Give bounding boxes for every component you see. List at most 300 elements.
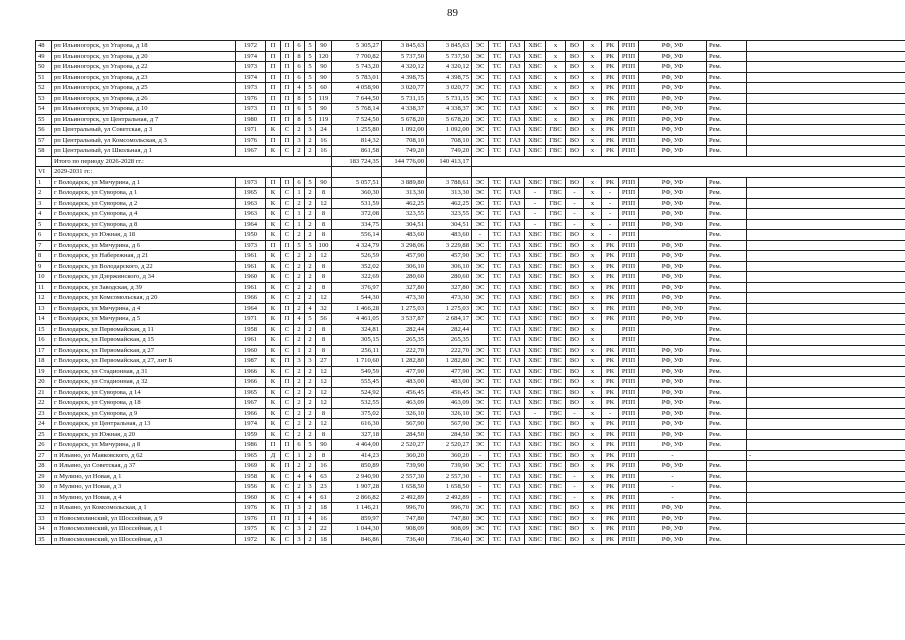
table-cell: ЭС — [472, 408, 489, 419]
table-cell: 1973 — [236, 240, 266, 251]
table-cell: ГАЗ — [506, 125, 525, 136]
table-cell: 1966 — [236, 408, 266, 419]
table-cell: х — [584, 492, 602, 503]
table-cell: - — [472, 492, 489, 503]
table-cell: К — [266, 125, 281, 136]
table-cell: ГАЗ — [506, 524, 525, 535]
table-cell: 4 — [305, 513, 316, 524]
table-cell: ЭС — [472, 429, 489, 440]
table-cell: Рем. — [707, 261, 747, 272]
table-cell — [639, 324, 707, 335]
table-cell: 3 — [36, 198, 52, 209]
table-cell: ТС — [489, 146, 506, 157]
table-cell: К — [266, 314, 281, 325]
table-cell: Рем. — [707, 471, 747, 482]
table-cell: П — [281, 114, 294, 125]
table-cell: х — [584, 72, 602, 83]
table-cell: РК — [602, 398, 619, 409]
table-cell: ТС — [489, 482, 506, 493]
table-cell: ВО — [566, 503, 584, 514]
table-row — [36, 324, 905, 335]
table-cell: 119 — [316, 93, 332, 104]
table-cell: 2 — [305, 524, 316, 535]
table-cell: 3 — [294, 534, 305, 545]
table-cell: 859,97 — [332, 513, 382, 524]
table-cell: 1967 — [236, 398, 266, 409]
table-cell: 33 — [36, 513, 52, 524]
table-cell: РФ, УФ — [639, 72, 707, 83]
table-cell: ГАЗ — [506, 461, 525, 472]
table-cell: РК — [602, 345, 619, 356]
table-cell: 1964 — [236, 219, 266, 230]
table-cell: П — [281, 104, 294, 115]
table-cell: 5 — [305, 440, 316, 451]
table-cell: ТС — [489, 209, 506, 220]
table-cell: ГВС — [546, 251, 566, 262]
table-cell: 31 — [36, 492, 52, 503]
table-cell: п Новосмолинский, ул Шоссейная, д 1 — [52, 524, 236, 535]
table-cell: ТС — [489, 177, 506, 188]
table-cell: 3 — [305, 356, 316, 367]
table-cell: 908,09 — [427, 524, 472, 535]
table-cell: 483,60 — [382, 230, 427, 241]
table-cell: П — [281, 41, 294, 52]
table-cell: 2 — [294, 272, 305, 283]
table-cell: ТС — [489, 366, 506, 377]
table-cell: РПП — [619, 282, 639, 293]
table-cell: ГВС — [546, 198, 566, 209]
table-cell: ХВС — [525, 104, 546, 115]
table-cell: ВО — [566, 366, 584, 377]
table-cell: Рем. — [707, 125, 747, 136]
table-cell: ГВС — [546, 492, 566, 503]
table-cell: 1959 — [236, 429, 266, 440]
table-cell: ВО — [566, 450, 584, 461]
table-cell: РФ, УФ — [639, 534, 707, 545]
table-cell: ХВС — [525, 419, 546, 430]
table-cell: 3 020,77 — [427, 83, 472, 94]
table-cell: 58 — [36, 146, 52, 157]
table-cell: ХВС — [525, 272, 546, 283]
table-cell: х — [584, 461, 602, 472]
table-cell: П — [281, 356, 294, 367]
table-cell: РФ, УФ — [639, 398, 707, 409]
table-cell: 462,25 — [427, 198, 472, 209]
table-cell: 16 — [316, 146, 332, 157]
table-cell: 2 — [294, 261, 305, 272]
table-cell: 5 — [294, 240, 305, 251]
table-cell: - — [472, 471, 489, 482]
table-cell: ВО — [566, 282, 584, 293]
table-cell: Рем. — [707, 293, 747, 304]
table-cell: 3 — [294, 503, 305, 514]
table-cell: х — [584, 282, 602, 293]
table-cell: 544,30 — [332, 293, 382, 304]
table-row — [36, 282, 905, 293]
table-cell: 2 520,27 — [427, 440, 472, 451]
table-cell: рп Центральный, ул Школьная, д 1 — [52, 146, 236, 157]
table-cell: Рем. — [707, 104, 747, 115]
table-cell: 4 — [305, 492, 316, 503]
table-cell: 2 — [36, 188, 52, 199]
table-cell: 63 — [316, 471, 332, 482]
table-cell: рп Ильиногорск, ул Угарова, д 10 — [52, 104, 236, 115]
table-cell: ГВС — [546, 398, 566, 409]
table-cell: РК — [602, 356, 619, 367]
table-cell: 1 658,50 — [382, 482, 427, 493]
table-cell: 2 — [294, 461, 305, 472]
table-cell: ВО — [566, 51, 584, 62]
table-cell: 2 — [294, 324, 305, 335]
table-cell: ЭС — [472, 272, 489, 283]
table-cell: 2 — [294, 377, 305, 388]
table-cell: ХВС — [525, 114, 546, 125]
period-total-value-1: 183 724,35 — [332, 156, 382, 167]
table-cell: РФ, УФ — [639, 282, 707, 293]
table-cell: 1960 — [236, 345, 266, 356]
table-cell: РФ, УФ — [639, 429, 707, 440]
table-cell: 5 — [305, 240, 316, 251]
table-cell: РК — [602, 524, 619, 535]
table-cell: ГАЗ — [506, 366, 525, 377]
table-cell: РК — [602, 51, 619, 62]
table-cell: РФ, УФ — [639, 135, 707, 146]
table-cell: ЭС — [472, 419, 489, 430]
table-cell: ГВС — [546, 293, 566, 304]
table-cell: ХВС — [525, 72, 546, 83]
table-cell: ТС — [489, 524, 506, 535]
table-cell — [747, 230, 905, 241]
table-cell: 3 — [294, 524, 305, 535]
table-row — [36, 177, 905, 188]
table-cell: 7 — [36, 240, 52, 251]
table-cell: ЭС — [472, 440, 489, 451]
table-cell: ТС — [489, 303, 506, 314]
table-cell: 28 — [36, 461, 52, 472]
table-cell: ГАЗ — [506, 51, 525, 62]
table-cell: 2 — [294, 251, 305, 262]
table-cell: 1960 — [236, 272, 266, 283]
table-cell: 1965 — [236, 387, 266, 398]
table-cell: ГВС — [546, 146, 566, 157]
table-cell: - — [639, 471, 707, 482]
table-cell: ВО — [566, 104, 584, 115]
table-cell: п Новосмолинский, ул Шоссейная, д 9 — [52, 513, 236, 524]
table-cell: ХВС — [525, 513, 546, 524]
table-cell: ТС — [489, 62, 506, 73]
table-row — [36, 62, 905, 73]
table-row — [36, 209, 905, 220]
table-cell: С — [281, 419, 294, 430]
table-cell: рп Ильиногорск, ул Угарова, д 25 — [52, 83, 236, 94]
table-cell: 5 731,15 — [427, 93, 472, 104]
table-cell — [747, 114, 905, 125]
table-cell: г Володарск, ул Заводская, д 39 — [52, 282, 236, 293]
table-cell — [747, 41, 905, 52]
table-cell: ХВС — [525, 83, 546, 94]
table-cell: ХВС — [525, 345, 546, 356]
table-cell: ЭС — [472, 198, 489, 209]
table-cell: РПП — [619, 461, 639, 472]
table-cell: 1 092,00 — [382, 125, 427, 136]
table-cell: Д — [266, 450, 281, 461]
table-cell: 996,70 — [382, 503, 427, 514]
table-row — [36, 72, 905, 83]
table-cell: х — [584, 524, 602, 535]
table-cell: п Ильино, ул Маяковского, д 62 — [52, 450, 236, 461]
table-cell — [747, 240, 905, 251]
table-cell: 120 — [316, 51, 332, 62]
table-cell: 14 — [36, 314, 52, 325]
table-cell: - — [566, 209, 584, 220]
table-cell: 2 — [305, 135, 316, 146]
table-cell: рп Ильиногорск, ул Угарова, д 26 — [52, 93, 236, 104]
table-cell: К — [266, 230, 281, 241]
table-cell: х — [584, 83, 602, 94]
table-cell: П — [266, 83, 281, 94]
table-cell: 3 298,06 — [382, 240, 427, 251]
table-cell: К — [266, 293, 281, 304]
table-cell: 334,75 — [332, 219, 382, 230]
table-cell: ЭС — [472, 387, 489, 398]
table-cell: С — [281, 272, 294, 283]
table-cell: ТС — [489, 114, 506, 125]
table-cell — [707, 450, 747, 461]
table-cell: ВО — [566, 125, 584, 136]
table-cell: г Володарск, ул Первомайская, д 27 — [52, 345, 236, 356]
table-cell: 32 — [36, 503, 52, 514]
table-cell: ГАЗ — [506, 492, 525, 503]
table-cell: х — [584, 419, 602, 430]
table-cell: ГВС — [546, 272, 566, 283]
table-cell: Рем. — [707, 240, 747, 251]
table-cell: 2 — [305, 419, 316, 430]
table-cell: ТС — [489, 408, 506, 419]
table-cell: 1961 — [236, 335, 266, 346]
table-cell: ТС — [489, 314, 506, 325]
table-cell: - — [602, 188, 619, 199]
table-cell: С — [281, 524, 294, 535]
table-cell: 22 — [36, 398, 52, 409]
table-cell: ГАЗ — [506, 345, 525, 356]
table-cell: 360,30 — [332, 188, 382, 199]
table-cell: ЭС — [472, 125, 489, 136]
table-cell: 1967 — [236, 146, 266, 157]
table-cell: х — [584, 377, 602, 388]
table-cell: 736,40 — [427, 534, 472, 545]
table-cell: П — [281, 93, 294, 104]
table-cell: ТС — [489, 503, 506, 514]
table-row — [36, 188, 905, 199]
table-cell: 90 — [316, 41, 332, 52]
table-cell: РФ, УФ — [639, 188, 707, 199]
table-cell: К — [266, 335, 281, 346]
table-cell: П — [266, 114, 281, 125]
table-cell: С — [281, 335, 294, 346]
table-cell: ХВС — [525, 440, 546, 451]
table-cell: 2 — [294, 146, 305, 157]
table-cell: ТС — [489, 104, 506, 115]
table-cell: 323,55 — [382, 209, 427, 220]
table-cell: - — [602, 198, 619, 209]
table-cell: 5 — [305, 314, 316, 325]
table-row — [36, 146, 905, 157]
table-cell: ГАЗ — [506, 335, 525, 346]
table-cell: ВО — [566, 440, 584, 451]
table-cell: 18 — [316, 534, 332, 545]
table-cell: 56 — [36, 125, 52, 136]
table-cell: ТС — [489, 398, 506, 409]
table-cell: РФ, УФ — [639, 93, 707, 104]
table-cell: РПП — [619, 114, 639, 125]
table-cell: 4 — [294, 492, 305, 503]
table-cell: 2 557,30 — [427, 471, 472, 482]
table-cell: РФ, УФ — [639, 303, 707, 314]
table-cell — [747, 377, 905, 388]
table-cell: Рем. — [707, 492, 747, 503]
table-cell: ТС — [489, 219, 506, 230]
table-cell: ГВС — [546, 219, 566, 230]
table-cell — [747, 209, 905, 220]
table-cell: х — [584, 240, 602, 251]
table-cell: Рем. — [707, 387, 747, 398]
table-cell: - — [639, 482, 707, 493]
table-cell: ГВС — [546, 419, 566, 430]
table-cell: рп Ильиногорск, ул Центральная, д 7 — [52, 114, 236, 125]
table-cell: - — [525, 198, 546, 209]
table-cell: ГВС — [546, 324, 566, 335]
table-cell: 50 — [36, 62, 52, 73]
table-cell: 55 — [36, 114, 52, 125]
table-cell: 3 — [294, 135, 305, 146]
table-cell: х — [546, 104, 566, 115]
table-cell — [639, 230, 707, 241]
table-cell: РФ, УФ — [639, 387, 707, 398]
table-cell: К — [266, 366, 281, 377]
table-cell: х — [584, 272, 602, 283]
table-cell: 1 092,00 — [427, 125, 472, 136]
table-cell: 11 — [36, 282, 52, 293]
table-cell: 304,51 — [382, 219, 427, 230]
table-cell: К — [266, 345, 281, 356]
table-cell: С — [281, 450, 294, 461]
table-cell: 5 — [305, 104, 316, 115]
table-cell — [747, 72, 905, 83]
table-cell: 29 — [36, 471, 52, 482]
table-cell: х — [584, 503, 602, 514]
table-cell: - — [566, 408, 584, 419]
table-cell: 2 — [294, 429, 305, 440]
table-cell: 2 — [294, 398, 305, 409]
table-cell: ГВС — [546, 503, 566, 514]
table-cell: 1966 — [236, 366, 266, 377]
table-cell: х — [584, 198, 602, 209]
table-cell: ТС — [489, 261, 506, 272]
table-cell: К — [266, 471, 281, 482]
table-cell: ВО — [566, 62, 584, 73]
table-cell: 1961 — [236, 251, 266, 262]
table-cell: - — [566, 471, 584, 482]
table-cell: ТС — [489, 429, 506, 440]
table-cell: 324,81 — [332, 324, 382, 335]
table-cell: ГВС — [546, 408, 566, 419]
table-row — [36, 272, 905, 283]
table-cell: ГАЗ — [506, 230, 525, 241]
table-cell: ГАЗ — [506, 503, 525, 514]
table-cell: 2 — [305, 345, 316, 356]
table-cell: РК — [602, 135, 619, 146]
table-cell: ТС — [489, 251, 506, 262]
table-cell: ХВС — [525, 335, 546, 346]
table-cell: 4 058,90 — [332, 83, 382, 94]
table-cell: 12 — [316, 251, 332, 262]
table-cell: 24 — [316, 125, 332, 136]
table-cell: Рем. — [707, 398, 747, 409]
table-cell: - — [566, 492, 584, 503]
table-cell: РК — [602, 93, 619, 104]
table-cell: П — [266, 240, 281, 251]
table-cell: ГАЗ — [506, 83, 525, 94]
table-cell: 22 — [316, 524, 332, 535]
table-cell: РПП — [619, 72, 639, 83]
table-cell: п Новосмолинский, ул Шоссейная, д 3 — [52, 534, 236, 545]
table-cell: 282,44 — [382, 324, 427, 335]
table-cell: РК — [602, 62, 619, 73]
table-cell: 306,10 — [382, 261, 427, 272]
table-cell: Рем. — [707, 345, 747, 356]
table-row — [36, 293, 905, 304]
table-cell: Рем. — [707, 419, 747, 430]
table-cell: РФ, УФ — [639, 356, 707, 367]
table-row — [36, 41, 905, 52]
table-cell: ГАЗ — [506, 419, 525, 430]
table-cell: 32 — [316, 303, 332, 314]
table-cell: ЭС — [472, 314, 489, 325]
table-cell: 850,89 — [332, 461, 382, 472]
table-cell: П — [266, 177, 281, 188]
table-cell: С — [281, 492, 294, 503]
table-cell: РПП — [619, 534, 639, 545]
table-cell: Рем. — [707, 534, 747, 545]
table-cell: 1 — [294, 219, 305, 230]
table-row — [36, 114, 905, 125]
table-cell: ХВС — [525, 93, 546, 104]
table-cell: 2 557,30 — [382, 471, 427, 482]
table-cell: 90 — [316, 62, 332, 73]
table-cell: 49 — [36, 51, 52, 62]
table-cell: г Володарск, ул Суворова, д 2 — [52, 198, 236, 209]
table-cell: К — [266, 188, 281, 199]
table-cell: ВО — [566, 72, 584, 83]
rows-2026-2028 — [36, 41, 905, 157]
table-cell: РФ, УФ — [639, 51, 707, 62]
table-cell: 1 907,28 — [332, 482, 382, 493]
table-cell: РПП — [619, 524, 639, 535]
table-cell: РПП — [619, 240, 639, 251]
table-cell: ТС — [489, 72, 506, 83]
table-cell: 222,70 — [427, 345, 472, 356]
table-cell: ГВС — [546, 177, 566, 188]
table-cell: ВО — [566, 324, 584, 335]
table-cell: х — [584, 314, 602, 325]
table-cell: Рем. — [707, 314, 747, 325]
table-cell: 18 — [36, 356, 52, 367]
table-cell: 3 845,63 — [382, 41, 427, 52]
table-cell: 473,30 — [427, 293, 472, 304]
table-cell: РФ, УФ — [639, 62, 707, 73]
table-cell — [747, 62, 905, 73]
table-cell: г Володарск, ул Первомайская, д 15 — [52, 335, 236, 346]
